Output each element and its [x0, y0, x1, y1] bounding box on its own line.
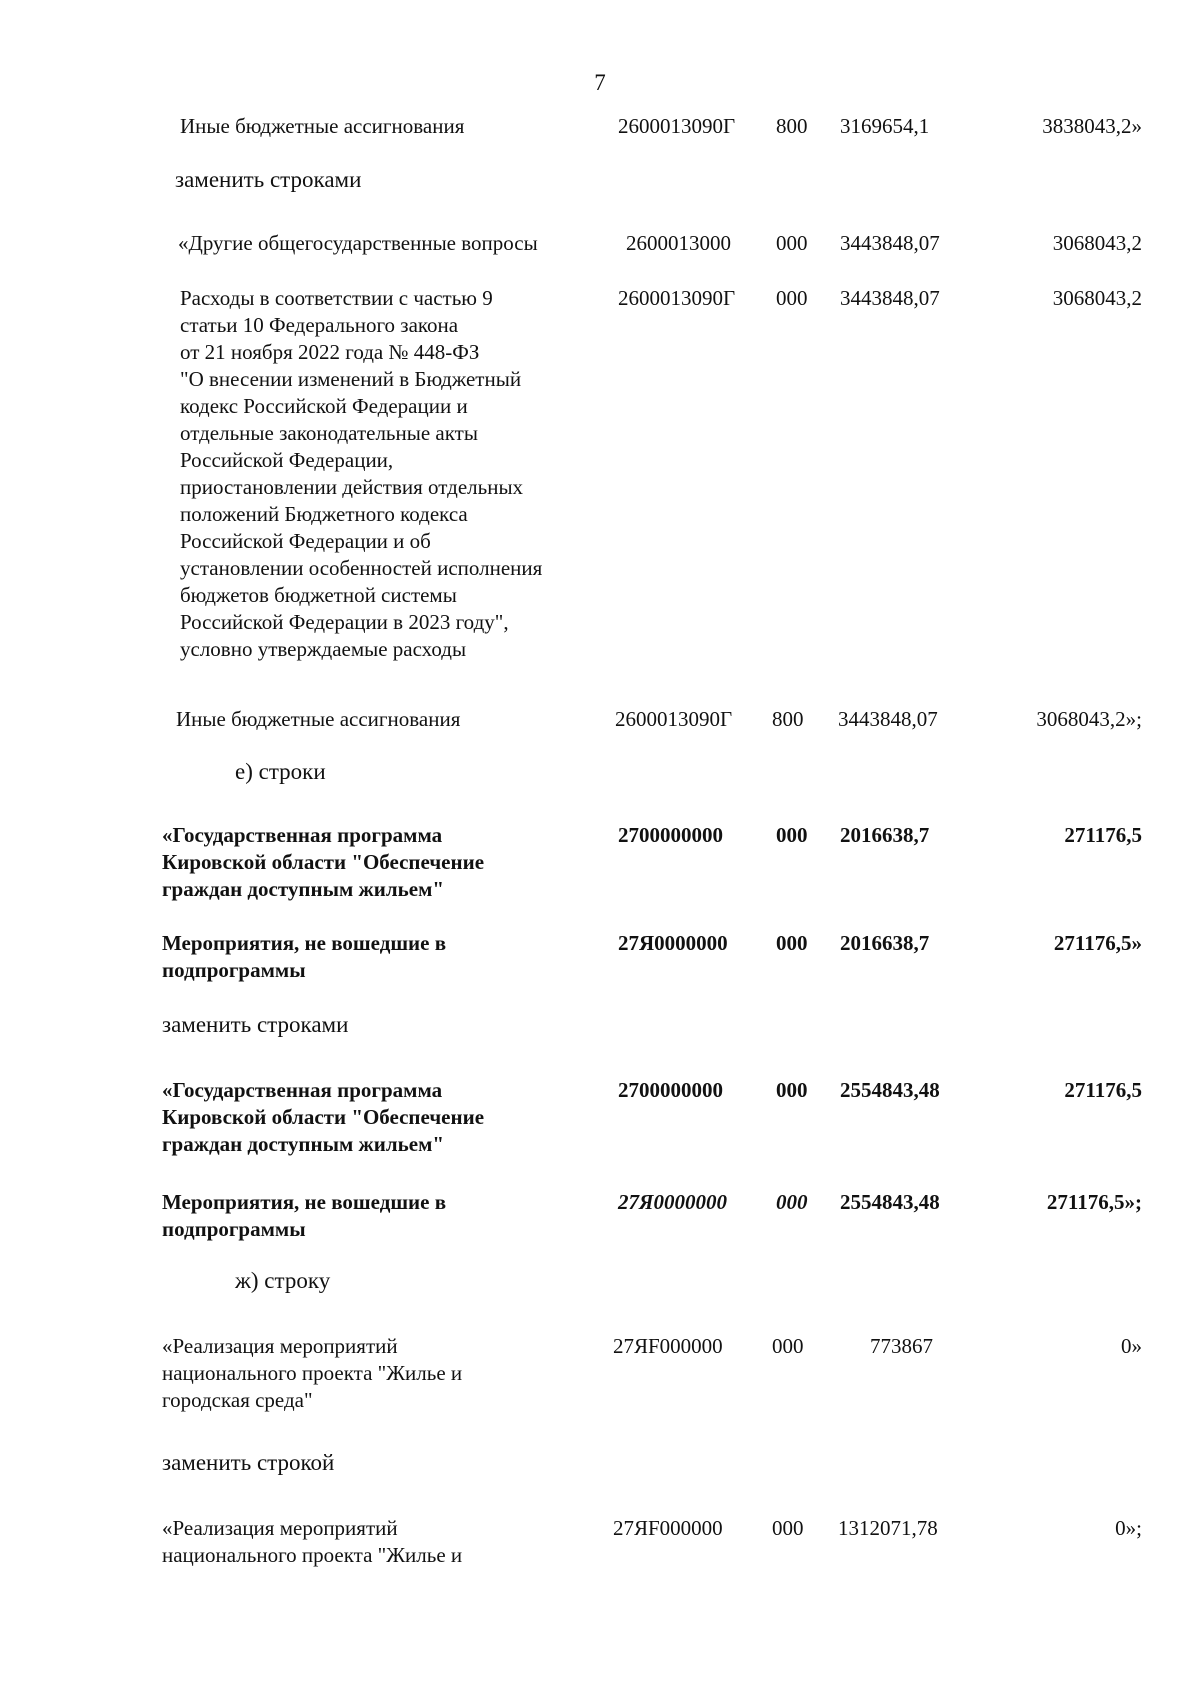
row-expense-type: 000	[776, 1190, 808, 1214]
row-amount-2: 271176,5	[1064, 1078, 1142, 1102]
row-amount-2: 271176,5»;	[1046, 1190, 1142, 1214]
row-expense-type: 000	[776, 1078, 808, 1102]
row-code: 27Я0000000	[618, 1190, 727, 1214]
row-expense-type: 000	[776, 823, 808, 847]
row-amount-1: 1312071,78	[838, 1516, 938, 1540]
row-amount-2: 3068043,2	[1052, 231, 1142, 255]
row-amount-2: 3068043,2»;	[1036, 707, 1142, 731]
row-name: Иные бюджетные ассигнования	[180, 114, 465, 138]
row-code: 2600013090Г	[618, 286, 736, 310]
row-amount-1: 2554843,48	[840, 1078, 940, 1102]
row-amount-2: 271176,5»	[1053, 931, 1142, 955]
row-amount-2: 0»	[1121, 1334, 1142, 1358]
section-heading-e: е) строки	[235, 759, 326, 784]
row-amount-1: 3443848,07	[838, 707, 938, 731]
row-name: «Государственная программа Кировской области "Обеспечение граждан доступным жильем"	[162, 1078, 485, 1156]
row-amount-2: 0»;	[1115, 1516, 1142, 1540]
row-amount-1: 3443848,07	[840, 286, 940, 310]
row-amount-2: 271176,5	[1064, 823, 1142, 847]
row-code: 2700000000	[618, 1078, 723, 1102]
instruction-replace: заменить строками	[175, 167, 362, 192]
row-expense-type: 000	[772, 1334, 804, 1358]
row-amount-1: 3443848,07	[840, 231, 940, 255]
row-expense-type: 000	[772, 1516, 804, 1540]
row-code: 27ЯF000000	[613, 1334, 723, 1358]
row-code: 2600013090Г	[618, 114, 736, 138]
row-expense-type: 000	[776, 231, 808, 255]
row-code: 2700000000	[618, 823, 723, 847]
row-name: Мероприятия, не вошедшие в подпрограммы	[162, 1190, 447, 1241]
row-amount-1: 3169654,1	[840, 114, 930, 138]
row-name: Иные бюджетные ассигнования	[176, 707, 461, 731]
row-amount-1: 2554843,48	[840, 1190, 940, 1214]
row-expense-type: 000	[776, 931, 808, 955]
row-amount-2: 3838043,2»	[1042, 114, 1142, 138]
row-name: «Другие общегосударственные вопросы	[178, 231, 538, 255]
row-expense-type: 800	[776, 114, 808, 138]
page-number: 7	[594, 70, 606, 95]
row-code: 27Я0000000	[618, 931, 728, 955]
row-name: «Реализация мероприятий национального проекта "Жилье и городская среда"	[162, 1334, 463, 1412]
row-name: «Реализация мероприятий национального проекта "Жилье и	[162, 1516, 463, 1567]
row-name: Расходы в соответствии с частью 9 статьи 10 Федерального закона от 21 ноября 2022 года № 448-ФЗ "О внесении изменений в Бюджетный кодекс Российской Федерации и отдельные законодательные акты Российской Федерации, приостановлении действия отдельных положений Бюджетного кодекса Российской Федерации и об установлении особенностей исполнения бюджетов бюджетной системы Российской Федерации в 2023 году", условно утверждаемые расходы	[180, 286, 543, 661]
instruction-replace: заменить строками	[162, 1012, 349, 1037]
row-amount-1: 2016638,7	[840, 823, 930, 847]
row-code: 2600013000	[626, 231, 731, 255]
row-expense-type: 800	[772, 707, 804, 731]
row-amount-2: 3068043,2	[1052, 286, 1142, 310]
instruction-replace: заменить строкой	[162, 1450, 335, 1475]
row-name: Мероприятия, не вошедшие в подпрограммы	[162, 931, 447, 982]
row-amount-1: 773867	[870, 1334, 933, 1358]
row-expense-type: 000	[776, 286, 808, 310]
row-code: 27ЯF000000	[613, 1516, 723, 1540]
section-heading-zh: ж) строку	[235, 1268, 331, 1293]
row-code: 2600013090Г	[615, 707, 733, 731]
row-name: «Государственная программа Кировской области "Обеспечение граждан доступным жильем"	[162, 823, 485, 901]
row-amount-1: 2016638,7	[840, 931, 930, 955]
